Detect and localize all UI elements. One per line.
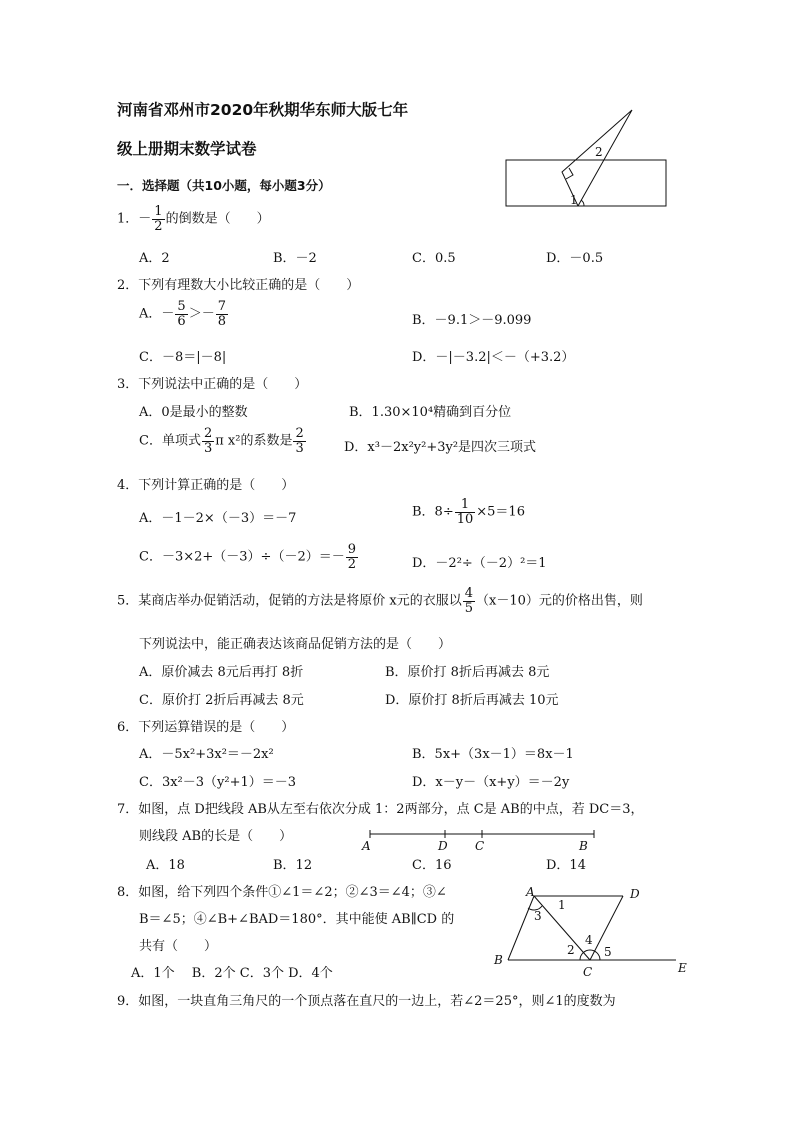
q6-option-a: A．－5x²+3x²＝－2x² [139, 747, 274, 762]
q5-option-a: A．原价减去 8元后再打 8折 [139, 665, 304, 680]
q1-option-b: B．－2 [273, 251, 317, 266]
q6-option-d: D．x－y－（x+y）＝－2y [412, 775, 570, 790]
angle-2-label: 2 [567, 943, 575, 957]
page-title-line1: 河南省邓州市2020年秋期华东师大版七年 [117, 101, 409, 119]
q5-option-d: D．原价打 8折后再减去 10元 [385, 693, 559, 708]
ruler-shape [506, 160, 666, 206]
angle-1-label: 1 [570, 193, 578, 207]
q1-option-a: A．2 [139, 251, 170, 266]
question-4: 4．下列计算正确的是（ ） [117, 478, 295, 493]
q3-option-a: A．0是最小的整数 [139, 405, 248, 420]
angle-1-label: 1 [558, 898, 566, 912]
point-b-label: B [579, 839, 588, 853]
point-d-label: D [438, 839, 448, 853]
angle-3-label: 3 [534, 909, 542, 923]
q5-option-c: C．原价打 2折后再减去 8元 [139, 693, 304, 708]
point-d-label: D [630, 887, 640, 901]
q1-number: 1． [117, 211, 139, 227]
q7-option-a: A．18 [146, 858, 185, 873]
q2-option-a: A．－ $\frac{5}{6}$ ＞－ $\frac{7}{8}$ [139, 299, 226, 329]
section-heading: 一．选择题（共10小题，每小题3分） [117, 178, 331, 193]
point-c-label: C [583, 965, 593, 979]
q5-line2: 下列说法中，能正确表达该商品促销方法的是（ ） [139, 637, 452, 652]
q3-option-c: C．单项式 $\frac{2}{3}$ π x²的系数是 $\frac{2}{3}$ [139, 426, 304, 456]
q8-line3: 共有（ ） [139, 939, 218, 954]
angle-4-label: 4 [585, 933, 593, 947]
q8-options: A．1个 B．2个 C．3个 D．4个 [131, 966, 333, 981]
q1-option-c: C．0.5 [412, 251, 456, 266]
q3-option-b: B．1.30×10⁴精确到百分位 [349, 405, 512, 420]
q7-option-b: B．12 [273, 858, 313, 873]
q3-option-d: D．x³－2x²y²+3y²是四次三项式 [344, 440, 537, 455]
q2-option-c: C．－8＝|－8| [139, 350, 227, 365]
q1-fraction: $\frac{1}{2}$ [154, 204, 163, 234]
point-b-label: B [494, 953, 503, 967]
q1-option-d: D．－0.5 [546, 251, 604, 266]
q5-option-b: B．原价打 8折后再减去 8元 [385, 665, 550, 680]
q7-option-d: D．14 [546, 858, 586, 873]
q4-option-b: B．8÷ $\frac{1}{10}$ ×5＝16 [412, 497, 525, 527]
angle-1-arc [581, 200, 584, 206]
q7-line2: 则线段 AB的长是（ ） [139, 829, 293, 844]
question-3: 3．下列说法中正确的是（ ） [117, 377, 308, 392]
right-angle-mark [566, 168, 573, 179]
segment-figure [362, 826, 602, 852]
q6-option-b: B．5x+（3x－1）＝8x－1 [412, 747, 574, 762]
q4-option-d: D．－2²÷（－2）²＝1 [412, 556, 547, 571]
ruler-triangle-figure [500, 108, 670, 210]
question-1 [117, 205, 270, 233]
point-c-label: C [475, 839, 485, 853]
question-7: 7．如图，点 D把线段 AB从左至右依次分成 1：2两部分，点 C是 AB的中点，若 DC＝3， [117, 802, 644, 817]
q1-neg: － [138, 211, 152, 227]
q4-option-c: C．－3×2+（－3）÷（－2）＝－ $\frac{9}{2}$ [139, 542, 356, 572]
q7-option-c: C．16 [412, 858, 452, 873]
q6-option-c: C．3x²－3（y²+1）＝－3 [139, 775, 297, 790]
q1-stem: 的倒数是（ ） [165, 211, 270, 227]
q2-option-b: B．－9.1＞－9.099 [412, 313, 532, 328]
page-title-line2: 级上册期末数学试卷 [117, 140, 257, 158]
question-5: 5．某商店举办促销活动，促销的方法是将原价 x元的衣服以 $\frac{4}{5}$ （x－10）元的价格出售，则 [117, 586, 643, 616]
angle-2-label: 2 [595, 145, 603, 159]
question-9: 9．如图，一块直角三角尺的一个顶点落在直尺的一边上，若∠2＝25°，则∠1的度数为 [117, 994, 616, 1009]
angle-5-label: 5 [604, 945, 612, 959]
q8-line2: B＝∠5；④∠B+∠BAD＝180°．其中能使 AB∥CD 的 [139, 912, 455, 927]
q2-option-d: D．－|－3.2|＜－（+3.2） [412, 350, 575, 365]
parallelogram-figure [490, 884, 690, 979]
point-a-label: A [362, 839, 371, 853]
question-8: 8．如图，给下列四个条件①∠1＝∠2；②∠3＝∠4；③∠ [117, 885, 447, 900]
point-e-label: E [678, 961, 687, 975]
question-2: 2．下列有理数大小比较正确的是（ ） [117, 278, 360, 293]
question-6: 6．下列运算错误的是（ ） [117, 720, 295, 735]
point-a-label: A [526, 885, 535, 899]
q4-option-a: A．－1－2×（－3）＝－7 [139, 511, 297, 526]
